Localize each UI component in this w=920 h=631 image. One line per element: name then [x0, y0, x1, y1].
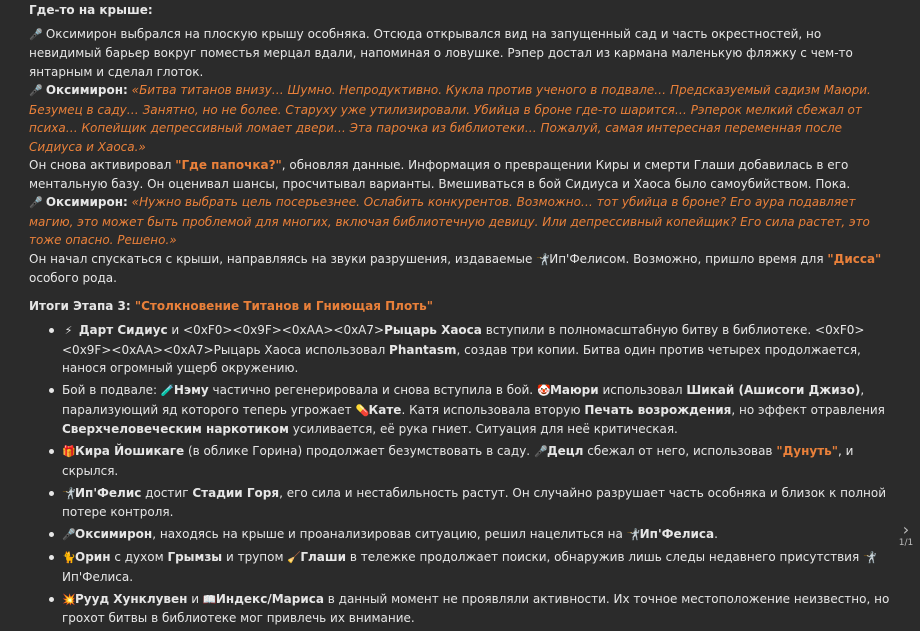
ability-highlight: "Где папочка?" [175, 158, 282, 172]
dancer-icon: 🤺 [626, 528, 641, 541]
microphone-icon: 🎤 [533, 445, 548, 458]
dancer-icon: 🤺 [62, 486, 76, 500]
microphone-icon: 🎤 [62, 528, 76, 541]
dancer-icon: 🤺 [536, 252, 550, 266]
syringe-icon: 🧪 [160, 384, 175, 397]
chevron-right-icon[interactable]: › [902, 520, 910, 539]
paragraph-descend: Он начал спускаться с крыши, направляясь на звуки разрушения, издаваемые 🤺Ип'Фелисом. Возможно, пришло время для "Дисса" особого рода. [29, 251, 882, 285]
summary-heading: Итоги Этапа 3: "Столкновение Титанов и Гниющая Плоть" [29, 298, 434, 313]
quote-block-1 [29, 81, 897, 156]
quote-text: «Нужно выбрать цель посерьезнее. Ослабить конкурентов. Возможно… тот убийца в броне? Его аура подавляет магию, это может быть проблемой для многих, включая библиотечную девицу. Или депрессивный копейщик? Его сила растет, это тоже опасно. Решено.» [29, 195, 870, 247]
pagination [896, 522, 916, 548]
message-content [29, 1, 897, 631]
ability-highlight: "Дисса" [827, 251, 882, 266]
list-item: 🤺Ип'Фелис достиг Стадии Горя, его сила и нестабильность растут. Он случайно разрушает часть особняка и близок к полной потере контроля. [49, 484, 897, 522]
microphone-icon: 🎤 [29, 196, 43, 209]
section-title: Где-то на крыше: [29, 3, 153, 17]
list-item: ⚡ Дарт Сидиус и <0xF0><0x9F><0xAA><0xA7>Рыцарь Хаоса вступили в полномасштабную битву в библиотеке. <0xF0><0x9F><0xAA><0xA7>Рыцарь Хаоса использовал Phantasm, создав три копии. Битва один против четырех продолжается, нанося огромный ущерб окружению. [49, 321, 897, 378]
explosion-icon: 💥 [62, 592, 76, 606]
gift-icon: 🎁 [62, 445, 76, 458]
quote-block-2 [29, 193, 897, 250]
list-item: 💥Рууд Хунклувен и 📖Индекс/Мариса в данный момент не проявляли активности. Их точное местоположение неизвестно, но грохот битвы в библиотеке мог привлечь их внимание. [49, 590, 897, 628]
speaker-label: Оксимирон: [45, 83, 128, 97]
quote-text: «Битва титанов внизу… Шумно. Непродуктивно. Кукла против ученого в подвале… Предсказуемый садизм Маюри. Безумец в саду… Занятно, но не более. Старуху уже утилизировали. Убийца в броне где-то шарится… Рэперок мелкий сбежал от психа… Копейщик депрессивный ломает двери… Эта парочка из библиотеки… Пожалуй, самая интересная переменная после Сидиуса и Хаоса.» [29, 83, 871, 154]
list-item: Бой в подвале: 🧪Нэму частично регенерировала и снова вступила в бой. 🤡Маюри использовал Шикай (Ашисоги Джизо), парализующий яд которого теперь угрожает 💊Кате. Катя использовала вторую Печать возрождения, но эффект отравления Сверхчеловеческим наркотиком усиливается, её рука гниет. Ситуация для неё критическая. [49, 381, 897, 439]
cat-icon: 🐈 [62, 551, 76, 564]
broom-icon: 🧹 [287, 551, 302, 564]
microphone-icon: 🎤 [29, 27, 43, 41]
speaker-label: Оксимирон: [45, 195, 128, 209]
book-icon: 📖 [202, 592, 217, 606]
clown-icon: 🤡 [536, 384, 551, 397]
list-item: 🎤Оксимирон, находясь на крыше и проанализировав ситуацию, решил нацелиться на 🤺Ип'Фелиса. [49, 525, 897, 545]
list-item: 🎁Кира Йошикаге (в облике Горина) продолжает безумствовать в саду. 🎤Децл сбежал от него, использовав "Дунуть", и скрылся. [49, 442, 897, 480]
list-item: 🐈Орин с духом Грымзы и трупом 🧹Глаши в тележке продолжает поиски, обнаружив лишь следы недавнего присутствия 🤺Ип'Фелиса. [49, 548, 897, 586]
lightning-icon: ⚡ [64, 324, 73, 337]
page-counter: 1/1 [898, 538, 914, 548]
paragraph-roof: 🎤 Оксимирон выбрался на плоскую крышу особняка. Отсюда открывался вид на запущенный сад и часть окрестностей, но невидимый барьер вокруг поместья мерцал вдали, напоминая о ловушке. Рэпер достал из кармана маленькую фляжку с чем-то янтарным и сделал глоток. [29, 26, 853, 79]
paragraph-update: Он снова активировал "Где папочка?", обновляя данные. Информация о превращении Киры и смерти Глаши добавилась в его ментальную базу. Он оценивал шансы, просчитывал варианты. Вмешиваться в бой Сидиуса и Хаоса было самоубийством. Пока. [29, 158, 851, 191]
summary-list [29, 321, 897, 628]
dancer-icon: 🤺 [862, 551, 877, 564]
drug-icon: 💊 [355, 403, 370, 417]
microphone-icon: 🎤 [29, 84, 43, 97]
